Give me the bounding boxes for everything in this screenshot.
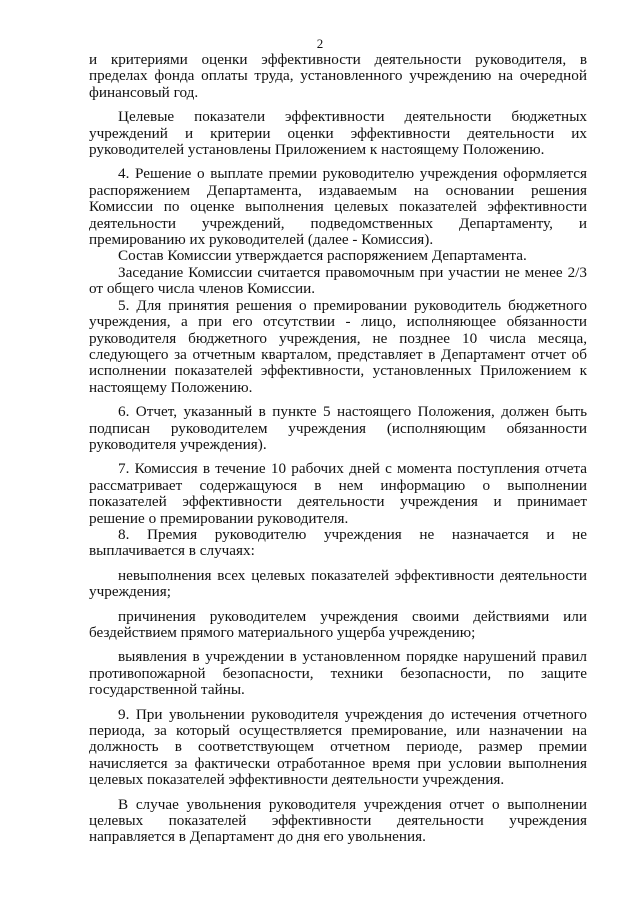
paragraph-case-2: причинения руководителем учреждения своими действиями или бездействием прямого материального ущерба учреждению;	[89, 607, 587, 641]
paragraph-case-3: выявления в учреждении в установленном порядке нарушений правил противопожарной безопасности, техники безопасности, по защите государственной тайны.	[89, 648, 587, 699]
paragraph-item-7: 7. Комиссия в течение 10 рабочих дней с момента поступления отчета рассматривает содержащуюся в нем информацию о выполнении показателей эффективности деятельности учреждения и принимает решение о премировании руководителя.	[89, 460, 587, 527]
paragraph-case-1: невыполнения всех целевых показателей эффективности деятельности учреждения;	[89, 566, 587, 601]
page-number: 2	[316, 36, 324, 51]
paragraph-commission-quorum: Заседание Комиссии считается правомочным при участии не менее 2/3 от общего числа членов Комиссии.	[89, 263, 587, 298]
paragraph-item-4: 4. Решение о выплате премии руководителю учреждения оформляется распоряжением Департамента, издаваемым на основании решения Комиссии по оценке выполнения целевых показателей эффективности деятельности учреждений, подведомственных Департаменту, и премированию их руководителей (далее - Комиссия).	[89, 165, 587, 249]
paragraph-item-9: 9. При увольнении руководителя учреждения до истечения отчетного периода, за который осуществляется премирование, или назначении на должность в соответствующем отчетном периоде, размер премии начисляется за фактически отработанное время при условии выполнения целевых показателей эффективности деятельности учреждения.	[89, 705, 587, 789]
paragraph-dismissal-report: В случае увольнения руководителя учреждения отчет о выполнении целевых показателей эффективности деятельности учреждения направляется в Департамент до дня его увольнения.	[89, 795, 587, 846]
document-body	[89, 52, 587, 846]
paragraph-continuation: и критериями оценки эффективности деятельности руководителя, в пределах фонда оплаты труда, установленного учреждению на очередной финансовый год.	[89, 51, 587, 101]
paragraph-item-5: 5. Для принятия решения о премировании руководитель бюджетного учреждения, а при его отсутствии - лицо, исполняющее обязанности руководителя бюджетного учреждения, не позднее 10 числа месяца, следующего за отчетным кварталом, представляет в Департамент отчет об исполнении показателей эффективности, установленных Приложением к настоящему Положению.	[89, 296, 587, 396]
paragraph-target-indicators: Целевые показатели эффективности деятельности бюджетных учреждений и критерии оценки эффективности деятельности их руководителей установлены Приложением к настоящему Положению.	[89, 108, 587, 159]
paragraph-commission-composition: Состав Комиссии утверждается распоряжением Департамента.	[118, 247, 527, 265]
paragraph-item-6: 6. Отчет, указанный в пункте 5 настоящего Положения, должен быть подписан руководителем учреждения (исполняющим обязанности руководителя учреждения).	[89, 403, 587, 453]
paragraph-item-8: 8. Премия руководителю учреждения не назначается и не выплачивается в случаях:	[89, 525, 587, 560]
